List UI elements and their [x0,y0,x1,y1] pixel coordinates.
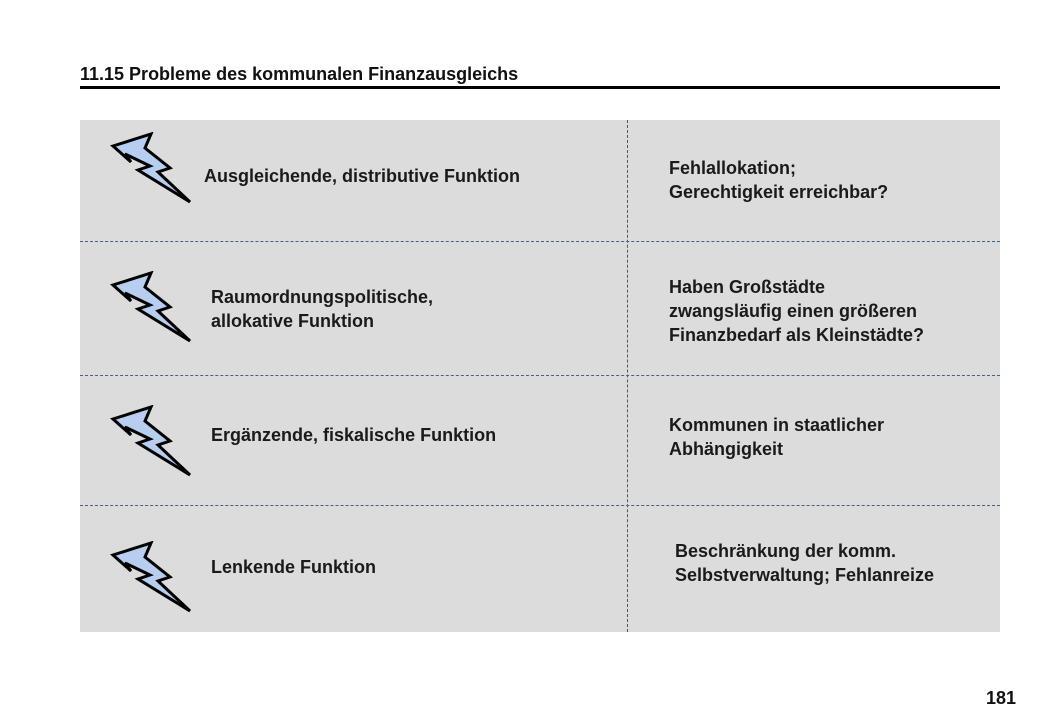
table-row [80,375,1000,505]
page-number: 181 [986,688,1017,708]
lightning-bolt-icon [110,132,194,204]
slide-title: 11.15 Probleme des kommunalen Finanzausgleichs [80,64,519,84]
table-row [80,241,1000,375]
table-row [80,505,1000,632]
function-label: Ergänzende, fiskalische Funktion [211,425,497,445]
problem-label: Haben Großstädte zwangsläufig einen größeren Finanzbedarf als Kleinstädte? [669,277,925,345]
problem-label: Kommunen in staatlicher Abhängigkeit [669,415,885,459]
lightning-bolt-icon [110,271,194,343]
function-label: Ausgleichende, distributive Funktion [204,166,521,186]
lightning-bolt-icon [110,405,194,477]
problem-label: Fehlallokation; Gerechtigkeit erreichbar? [669,158,889,202]
function-label: Lenkende Funktion [211,557,377,577]
table-row [80,120,1000,241]
lightning-bolt-icon [110,541,194,613]
function-label: Raumordnungspolitische, allokative Funktion [211,287,434,331]
function-problem-table [80,120,1000,632]
title-underline [80,86,1000,89]
problem-label: Beschränkung der komm. Selbstverwaltung; Fehlanreize [675,541,935,585]
